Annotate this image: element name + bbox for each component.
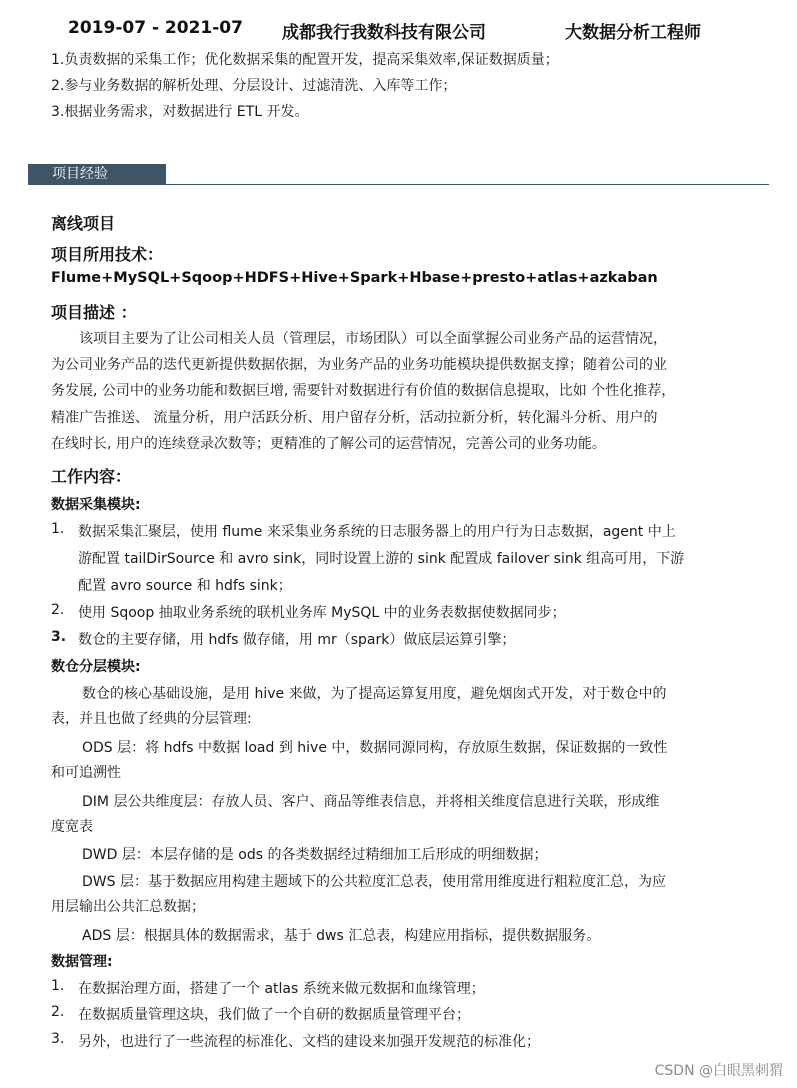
section-divider (28, 184, 769, 185)
mgmt-item-1: 在数据治理方面，搭建了一个 atlas 系统来做元数据和血缘管理； (78, 981, 485, 997)
job-header (0, 18, 797, 46)
job-date: 2019-07 - 2021-07 (68, 18, 243, 38)
collect-module-label: 数据采集模块: (51, 497, 141, 513)
job-position: 大数据分析工程师 (565, 23, 701, 43)
collect-item-1-num: 1. (51, 521, 65, 537)
job-duty-1: 1.负责数据的采集工作；优化数据采集的配置开发，提高采集效率,保证数据质量； (51, 52, 559, 68)
tech-label: 项目所用技术： (51, 245, 164, 264)
layer-intro-line-2: 表，并且也做了经典的分层管理: (51, 711, 252, 727)
collect-item-3-num: 3. (51, 629, 67, 645)
desc-line-2: 为公司业务产品的迭代更新提供数据依据，为业务产品的业务功能模块提供数据支撑；随着公司的业 (51, 357, 667, 373)
dws-line-1: DWS 层：基于数据应用构建主题域下的公共粒度汇总表，使用常用维度进行粗粒度汇总，为应 (82, 874, 666, 890)
mgmt-label: 数据管理: (51, 954, 113, 970)
mgmt-item-2: 在数据质量管理这块，我们做了一个自研的数据质量管理平台； (78, 1007, 470, 1023)
mgmt-item-1-num: 1. (51, 978, 65, 994)
csdn-watermark: CSDN @白眼黑刺猬 (654, 1063, 783, 1079)
dwd-line: DWD 层：本层存储的是 ods 的各类数据经过精细加工后形成的明细数据； (82, 847, 548, 863)
collect-item-2-num: 2. (51, 602, 65, 618)
desc-line-1: 该项目主要为了让公司相关人员（管理层，市场团队）可以全面掌握公司业务产品的运营情况， (79, 331, 667, 347)
mgmt-item-3-num: 3. (51, 1031, 65, 1047)
job-company: 成都我行我数科技有限公司 (282, 23, 486, 43)
job-duty-2: 2.参与业务数据的解析处理、分层设计、过滤清洗、入库等工作； (51, 78, 457, 94)
layer-intro-line-1: 数仓的核心基础设施，是用 hive 来做，为了提高运算复用度，避免烟囱式开发，对于数仓中的 (82, 686, 667, 702)
tech-stack: Flume+MySQL+Sqoop+HDFS+Hive+Spark+Hbase+presto+atlas+azkaban (51, 270, 658, 286)
mgmt-item-3: 另外，也进行了一些流程的标准化、文档的建设来加强开发规范的标准化； (78, 1034, 540, 1050)
collect-item-1-line-3: 配置 avro source 和 hdfs sink； (78, 578, 292, 594)
desc-label: 项目描述 ： (51, 303, 137, 322)
ods-line-2: 和可追溯性 (51, 765, 121, 781)
desc-line-3: 务发展, 公司中的业务功能和数据巨增, 需要针对数据进行有价值的数据信息提取，比如 个性化推荐， (51, 383, 676, 399)
collect-item-3: 数仓的主要存储，用 hdfs 做存储，用 mr（spark）做底层运算引擎； (78, 632, 516, 648)
work-label: 工作内容： (51, 467, 132, 486)
project-name: 离线项目 (51, 214, 116, 233)
collect-item-1-line-2: 游配置 tailDirSource 和 avro sink，同时设置上游的 sink 配置成 failover sink 组高可用，下游 (78, 551, 685, 567)
mgmt-item-2-num: 2. (51, 1004, 65, 1020)
job-duty-3: 3.根据业务需求，对数据进行 ETL 开发。 (51, 104, 309, 120)
dim-line-1: DIM 层公共维度层：存放人员、客户、商品等维表信息，并将相关维度信息进行关联，形成维 (82, 794, 660, 810)
layer-module-label: 数仓分层模块: (51, 659, 141, 675)
section-title-project-experience: 项目经验 (28, 164, 166, 185)
ods-line-1: ODS 层：将 hdfs 中数据 load 到 hive 中，数据同源同构，存放原生数据，保证数据的一致性 (82, 740, 668, 756)
dim-line-2: 度宽表 (51, 819, 93, 835)
dws-line-2: 用层输出公共汇总数据； (51, 899, 205, 915)
collect-item-1-line-1: 数据采集汇聚层，使用 flume 来采集业务系统的日志服务器上的用户行为日志数据，agent 中上 (78, 524, 676, 540)
collect-item-2: 使用 Sqoop 抽取业务系统的联机业务库 MySQL 中的业务表数据使数据同步； (78, 605, 566, 621)
desc-line-5: 在线时长, 用户的连续登录次数等；更精准的了解公司的运营情况，完善公司的业务功能。 (51, 436, 606, 452)
ads-line: ADS 层：根据具体的数据需求，基于 dws 汇总表，构建应用指标，提供数据服务。 (82, 928, 601, 944)
desc-line-4: 精准广告推送、 流量分析，用户活跃分析、用户留存分析，活动拉新分析，转化漏斗分析、用户的 (51, 410, 658, 426)
